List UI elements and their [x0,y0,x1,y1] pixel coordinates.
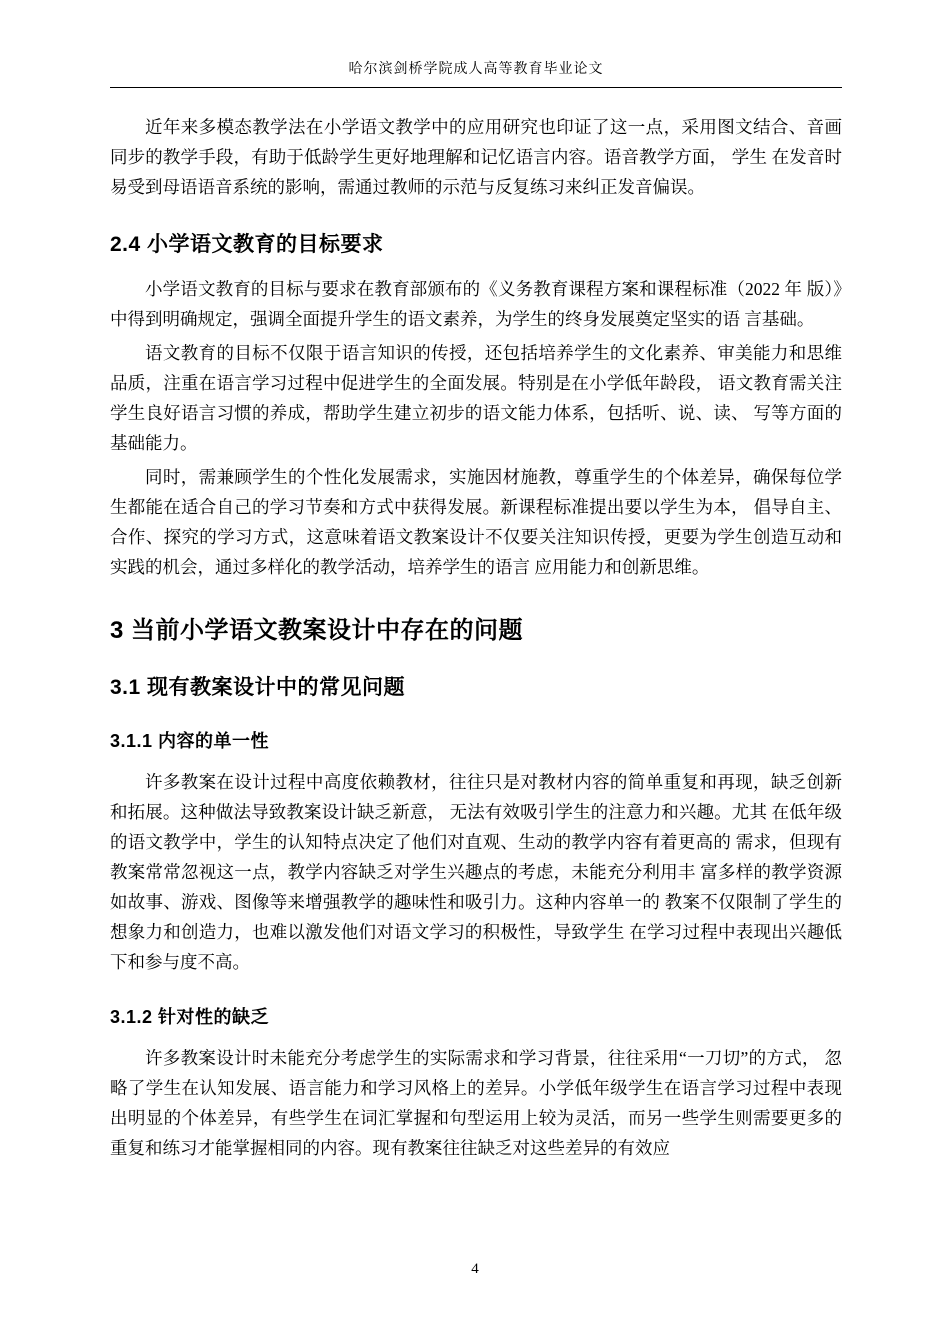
paragraph: 小学语文教育的目标与要求在教育部颁布的《义务教育课程方案和课程标准（2022 年 版）》中得到明确规定，强调全面提升学生的语文素养，为学生的终身发展奠定坚实的语 言基础。 [110,279,842,329]
paragraph: 近年来多模态教学法在小学语文教学中的应用研究也印证了这一点，采用图文结合、音画同步的教学手段，有助于低龄学生更好地理解和记忆语言内容。语音教学方面， 学生 在发音时易受到母语语音系统的影响，需通过教师的示范与反复练习来纠正发音偏误。 [110,117,842,197]
page-number: 4 [471,1261,479,1277]
section-heading-3: 3 当前小学语文教案设计中存在的问题 [110,617,524,644]
document-body [110,112,842,1163]
paragraph: 许多教案在设计过程中高度依赖教材，往往只是对教材内容的简单重复和再现，缺乏创新和拓展。这种做法导致教案设计缺乏新意， 无法有效吸引学生的注意力和兴趣。尤其 在低年级的语文教学中，学生的认知特点决定了他们对直观、生动的教学内容有着更高的 需求，但现有教案常常忽视这一点，教学内容缺乏对学生兴趣点的考虑，未能充分利用丰 富多样的教学资源如故事、游戏、图像等来增强教学的趣味性和吸引力。这种内容单一的 教案不仅限制了学生的想象力和创造力，也难以激发他们对语文学习的积极性，导致学生 在学习过程中表现出兴趣低下和参与度不高。 [110,772,842,972]
paragraph: 许多教案设计时未能充分考虑学生的实际需求和学习背景，往往采用“一刀切”的方式， 忽略了学生在认知发展、语言能力和学习风格上的差异。小学低年级学生在语言学习过程中表现出明显的个体差异，有些学生在词汇掌握和句型运用上较为灵活，而另一些学生则需要更多的重复和练习才能掌握相同的内容。现有教案往往缺乏对这些差异的有效应 [110,1048,842,1158]
section-heading-3-1: 3.1 现有教案设计中的常见问题 [110,676,406,699]
section-heading-3-1-1: 3.1.1 内容的单一性 [110,731,270,751]
paragraph: 同时，需兼顾学生的个性化发展需求，实施因材施教，尊重学生的个体差异，确保每位学生都能在适合自己的学习节奏和方式中获得发展。新课程标准提出要以学生为本， 倡导自主、合作、探究的学习方式，这意味着语文教案设计不仅要关注知识传授，更要为学生创造互动和实践的机会，通过多样化的教学活动，培养学生的语言 应用能力和创新思维。 [110,467,842,577]
section-heading-2-4: 2.4 小学语文教育的目标要求 [110,233,384,256]
page-header: 哈尔滨剑桥学院成人高等教育毕业论文 [110,58,842,88]
paragraph: 语文教育的目标不仅限于语言知识的传授，还包括培养学生的文化素养、审美能力和思维品质，注重在语言学习过程中促进学生的全面发展。特别是在小学低年龄段， 语文教育需关注学生良好语言习惯的养成，帮助学生建立初步的语文能力体系，包括听、说、读、 写等方面的基础能力。 [110,343,842,453]
section-heading-3-1-2: 3.1.2 针对性的缺乏 [110,1007,270,1027]
